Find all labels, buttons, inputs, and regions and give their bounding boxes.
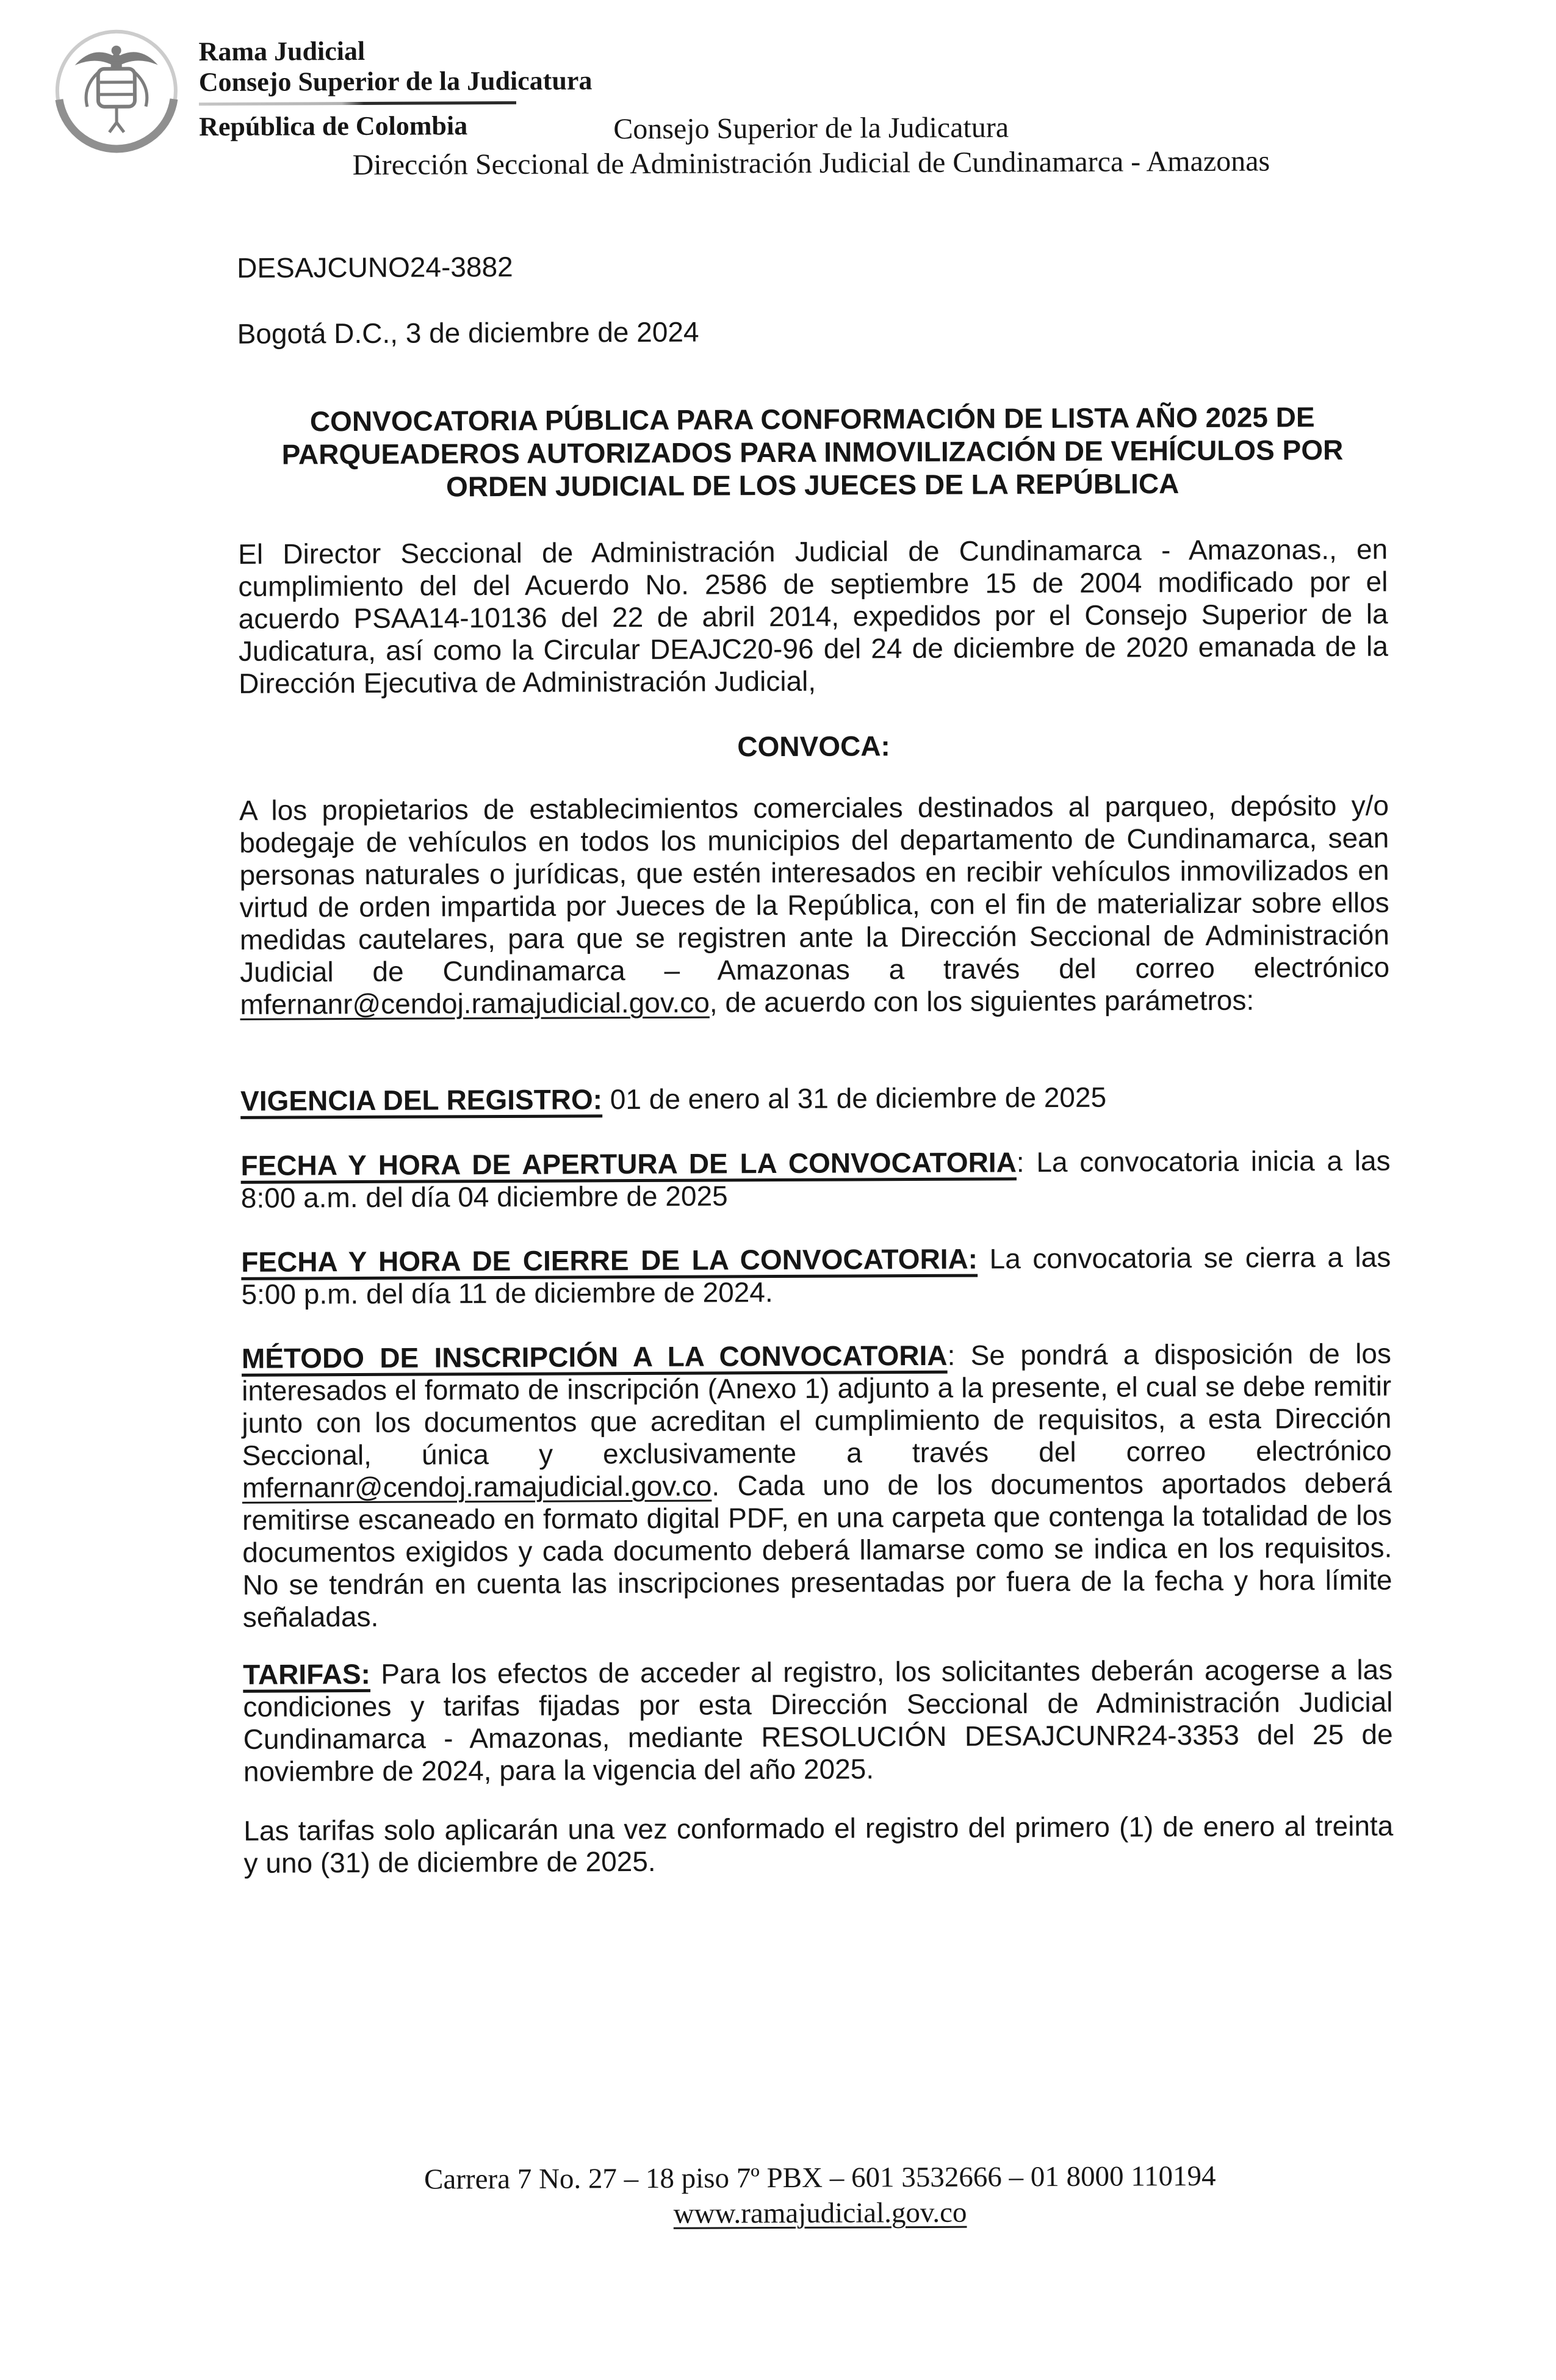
letterhead-line2: Dirección Seccional de Administración Judicial de Cundinamarca - Amazonas: [352, 145, 1270, 182]
title-line-3: ORDEN JUDICIAL DE LOS JUECES DE LA REPÚBLICA: [445, 467, 1180, 503]
section-heading-metodo: MÉTODO DE INSCRIPCIÓN A LA CONVOCATORIA: [241, 1339, 948, 1374]
intro-paragraph: El Director Seccional de Administración Judicial de Cundinamarca - Amazonas., en cumplimiento del del Acuerdo No. 2586 de septiembre 15 de 2004 modificado por el acuerdo PSAA14-10136 del 22 de abril 2014, expedidos por el Consejo Superior de la Judicatura, así como la Circular DEAJC20-96 del 24 de diciembre de 2020 emanada de la Dirección Ejecutiva de Administración Judicial,: [238, 533, 1388, 699]
document-title: [236, 400, 1389, 504]
brand-line-consejo: Consejo Superior de la Judicatura: [198, 65, 593, 98]
section-metodo: [242, 1338, 1392, 1634]
convoca-paragraph: [239, 790, 1390, 1021]
convoca-text-pre: A los propietarios de establecimientos comerciales destinados al parqueo, depósito y/o bodegaje de vehículos en todos los municipios del departamento de Cundinamarca, sean personas naturales o jurídicas, que estén interesados en recibir vehículos inmovilizados en virtud de orden impartida por Jueces de la República, con el fin de materializar sobre ellos medidas cautelares, para que se registren ante la Dirección Seccional de Administración Judicial de Cundinamarca – Amazonas a través del correo electrónico: [239, 789, 1390, 988]
section-heading-tarifas: TARIFAS:: [243, 1657, 371, 1690]
section-body-cierre: La convocatoria se cierra a las 5:00 p.m. del día 11 de diciembre de 2024.: [241, 1241, 1391, 1310]
brand-divider: [199, 101, 516, 106]
title-line-1: CONVOCATORIA PÚBLICA PARA CONFORMACIÓN DE LISTA AÑO 2025 DE: [309, 401, 1315, 438]
section-body-metodo-post: . Cada uno de los documentos aportados deberá remitirse escaneado en formato digital PDF, en una carpeta que contenga la totalidad de los documentos exigidos y cada documento deberá llamarse como se indica en los requisitos. No se tendrán en cuenta las inscripciones presentadas por fuera de la fecha y hora límite señaladas.: [242, 1466, 1392, 1633]
convoca-text-post: , de acuerdo con los siguientes parámetros:: [709, 984, 1255, 1019]
brand-line-republica: República de Colombia: [199, 110, 468, 142]
section-heading-vigencia: VIGENCIA DEL REGISTRO:: [240, 1083, 603, 1117]
footer: [243, 2158, 1397, 2234]
title-line-2: PARQUEADEROS AUTORIZADOS PARA INMOVILIZACIÓN DE VEHÍCULOS POR: [281, 433, 1344, 471]
letterhead-line1: Consejo Superior de la Judicatura: [613, 111, 1009, 146]
tarifas-note-paragraph: Las tarifas solo aplicarán una vez conformado el registro del primero (1) de enero al treinta y uno (31) de diciembre de 2025.: [243, 1809, 1394, 1879]
footer-address: Carrera 7 No. 27 – 18 piso 7º PBX – 601 3532666 – 01 8000 110194: [424, 2160, 1216, 2196]
coat-of-arms-logo: [51, 27, 184, 158]
section-heading-cierre: FECHA Y HORA DE CIERRE DE LA CONVOCATORIA:: [241, 1242, 978, 1278]
section-body-apertura: : La convocatoria inicia a las 8:00 a.m. del día 04 diciembre de 2025: [240, 1144, 1391, 1214]
date-line: Bogotá D.C., 3 de diciembre de 2024: [237, 316, 699, 350]
brand-line-rama-judicial: Rama Judicial: [198, 35, 366, 67]
reference-number: DESAJCUNO24-3882: [237, 250, 513, 284]
letterhead: [234, 109, 1388, 183]
footer-url: www.ramajudicial.gov.co: [673, 2196, 967, 2230]
section-apertura: [240, 1145, 1390, 1214]
convoca-heading: CONVOCA:: [737, 730, 890, 763]
section-body-tarifas: Para los efectos de acceder al registro, los solicitantes deberán acogerse a las condiciones y tarifas fijadas por esta Dirección Seccional de Administración Judicial Cundinamarca - Amazonas, mediante RESOLUCIÓN DESAJCUNR24-3353 del 25 de noviembre de 2024, para la vigencia del año 2025.: [243, 1653, 1393, 1787]
section-heading-apertura: FECHA Y HORA DE APERTURA DE LA CONVOCATORIA: [240, 1146, 1017, 1181]
email-link: mfernanr@cendoj.ramajudicial.gov.co: [240, 986, 710, 1020]
condor-and-shield-emblem: [75, 45, 159, 132]
email-link: mfernanr@cendoj.ramajudicial.gov.co: [242, 1469, 712, 1504]
section-tarifas: [243, 1654, 1393, 1788]
section-cierre: [241, 1241, 1391, 1311]
section-vigencia: [240, 1080, 1390, 1117]
section-body-metodo-pre: : Se pondrá a disposición de los interesados el formato de inscripción (Anexo 1) adjunto a la presente, el cual se debe remitir junto con los documentos que acreditan el cumplimiento de requisitos, a esta Dirección Seccional, única y exclusivamente a través del correo electrónico: [242, 1337, 1392, 1471]
section-body-vigencia: 01 de enero al 31 de diciembre de 2025: [602, 1081, 1107, 1116]
